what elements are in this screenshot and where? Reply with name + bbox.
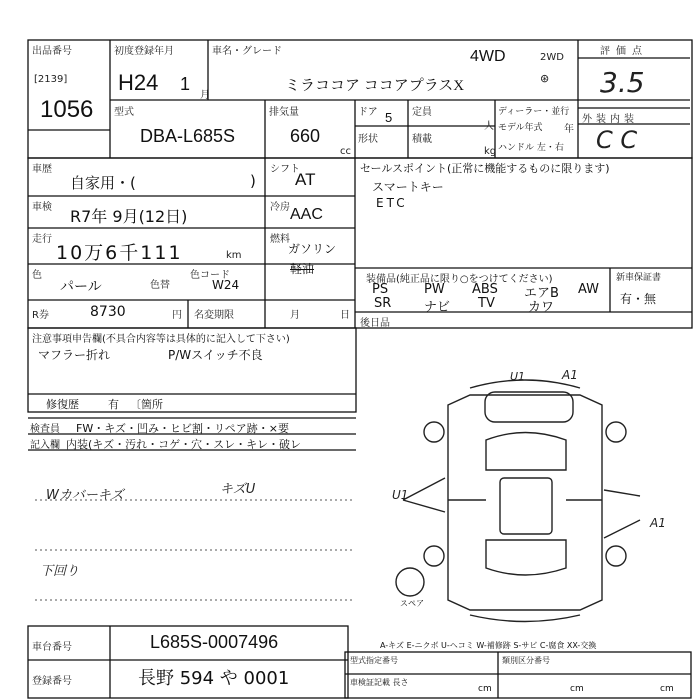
shape-label: 形状 <box>358 134 378 145</box>
doors: 5 <box>385 110 393 125</box>
name-change-label: 名変期限 <box>194 310 234 321</box>
color-change-label: 色替 <box>150 280 170 291</box>
int-wear: スレ <box>213 438 236 451</box>
history-close: ) <box>250 172 256 190</box>
year-unit: 年 <box>564 124 574 135</box>
sales-point-1: スマートキー <box>372 180 444 194</box>
month-unit: 月 <box>200 90 210 101</box>
dealer-label: ディーラー・並行 <box>498 107 570 117</box>
lot-number: 1056 <box>40 96 94 123</box>
equip-sr: SR <box>374 296 392 311</box>
mark-u1-front: U1 <box>510 370 526 383</box>
inspection-value: R7年 9月(12日) <box>70 207 188 226</box>
displacement: 660 <box>290 126 321 146</box>
notes-label: 注意事項申告欄(不具合内容等は具体的に記入して下さい) <box>32 334 290 345</box>
aircon-label: 冷房 <box>270 202 290 213</box>
cm-unit-2: cm <box>570 684 584 694</box>
car-name-label: 車名・グレード <box>212 46 282 57</box>
ext-int: C C <box>596 126 638 154</box>
car-name: ミラココア ココアプラスX <box>285 78 465 94</box>
int-hole: 穴 <box>191 438 203 451</box>
name-change-day: 日 <box>340 310 350 321</box>
inspector-row-2: 内装(キズ・汚れ・コゲ・穴・スレ・キレ・破レ <box>66 438 301 451</box>
equip-tv: TV <box>478 296 495 311</box>
fuel-gasoline: ガソリン <box>288 242 337 256</box>
mileage-value: 10万6千111 <box>56 242 183 264</box>
recycle-label: R券 <box>32 310 49 321</box>
equip-leather: カワ <box>528 300 555 315</box>
aircon-value: AAC <box>290 206 323 223</box>
model-value: DBA-L685S <box>140 126 236 146</box>
warranty-label: 新車保証書 <box>616 273 662 283</box>
mileage-label: 走行 <box>32 234 52 245</box>
chassis-value: L685S-0007496 <box>150 632 279 652</box>
history-value: 自家用・( <box>70 174 136 192</box>
mileage-unit: km <box>226 250 242 261</box>
displacement-label: 排気量 <box>269 107 299 118</box>
hand-note-2: キズU <box>220 482 256 497</box>
int-burn: コゲ <box>158 438 181 451</box>
lot-label: 出品番号 <box>32 46 72 57</box>
int-dirt: 汚れ <box>125 438 148 451</box>
lot-code: [2139] <box>34 74 68 85</box>
length-label: 車検証記載 長さ <box>350 678 409 687</box>
equip-airbag: エアB <box>524 286 559 301</box>
history-label: 車歴 <box>32 164 52 175</box>
capacity-unit: 人 <box>484 121 494 132</box>
insp-scratch: キズ <box>104 422 126 435</box>
plate-label: 登録番号 <box>32 676 72 687</box>
recycle-unit: 円 <box>172 310 182 321</box>
int-cut: キレ <box>246 438 268 451</box>
insp-dent: 凹み <box>137 422 159 435</box>
type-spec-label: 型式指定番号 <box>350 656 398 665</box>
inspector-label-1: 検査員 <box>30 424 60 435</box>
equip-pw: PW <box>424 282 445 297</box>
cc-unit: cc <box>340 146 351 157</box>
shift-label: シフト <box>270 164 300 175</box>
repair-place: 〔箇所 <box>130 398 163 411</box>
color-code: W24 <box>212 278 240 292</box>
color-code-label: 色コード <box>190 270 230 281</box>
fuel-label: 燃料 <box>270 234 290 245</box>
chassis-label: 車台番号 <box>32 642 72 653</box>
legend: A-キズ E-ニクボ U-ヘコミ W-補修跡 S-サビ C-腐食 XX-交換 <box>380 641 597 650</box>
category-label: 類別区分番号 <box>502 656 550 665</box>
loading-unit: kg <box>484 146 497 157</box>
color-label: 色 <box>32 270 42 281</box>
equipment-label: 装備品(純正品に限り○をつけてください) <box>366 274 553 285</box>
first-reg-month: 1 <box>180 74 191 94</box>
int-tear: 破レ <box>278 438 301 451</box>
rear-items-label: 後日品 <box>360 318 390 329</box>
first-reg-label: 初度登録年月 <box>114 46 174 57</box>
plate-value: 長野 594 や 0001 <box>138 668 290 689</box>
drive-alt: 2WD <box>540 52 564 63</box>
model-label: 型式 <box>114 107 134 118</box>
fuel-diesel: 軽油 <box>290 262 315 276</box>
color-value: パール <box>60 279 102 295</box>
sales-points-label: セールスポイント(正常に機能するものに限ります) <box>360 162 610 175</box>
mark-u1-left: U1 <box>392 488 409 502</box>
int-scratch: キズ <box>92 438 115 451</box>
inspector-label-2: 記入欄 <box>30 440 60 451</box>
mark-a1-right: A1 <box>650 516 666 530</box>
drive-type: 4WD <box>470 48 506 65</box>
handle-label: ハンドル 左・右 <box>498 143 564 153</box>
shift-value: AT <box>295 170 316 189</box>
drive-circle-icon: ⊛ <box>540 72 550 85</box>
hand-note-3: 下回り <box>40 564 80 579</box>
name-change-month: 月 <box>290 310 300 321</box>
notes-line-right: P/Wスイッチ不良 <box>168 348 263 362</box>
capacity-label: 定員 <box>412 107 432 118</box>
insp-fw: FW <box>76 422 94 435</box>
insp-interior: 内装 <box>66 438 88 451</box>
mark-a1-front: A1 <box>562 368 578 382</box>
repair-label: 修復歴 <box>46 398 79 411</box>
car-diagram <box>396 380 640 622</box>
insp-crack: ヒビ割 <box>170 422 203 435</box>
spare-label: スペア <box>400 599 424 608</box>
cm-unit-1: cm <box>478 684 492 694</box>
inspector-row-1: FW・キズ・凹み・ヒビ割・リペア跡・×要 <box>76 422 289 435</box>
sales-point-2: ETC <box>376 196 408 210</box>
ext-int-label: 外装内装 <box>582 114 638 125</box>
warranty-value: 有・無 <box>620 292 657 306</box>
equip-ps: PS <box>372 282 389 297</box>
equip-navi: ナビ <box>424 300 451 315</box>
hand-note-1: Wカバーキズ <box>46 488 124 503</box>
loading-label: 積載 <box>412 134 432 145</box>
equip-abs: ABS <box>472 282 498 297</box>
cm-unit-3: cm <box>660 684 674 694</box>
score-label: 評価点 <box>600 46 648 57</box>
equip-aw: AW <box>578 282 600 297</box>
insp-repair: リペア跡 <box>214 422 258 435</box>
first-reg-year: H24 <box>118 70 159 95</box>
inspection-label: 車検 <box>32 202 52 213</box>
notes-line-left: マフラー折れ <box>38 348 111 362</box>
doors-label: ドア <box>358 107 378 118</box>
repair-value: 有 <box>108 398 119 411</box>
insp-needs: ×要 <box>268 422 289 435</box>
model-year-label: モデル年式 <box>498 123 543 133</box>
score: 3.5 <box>600 66 645 99</box>
recycle-value: 8730 <box>90 304 126 320</box>
